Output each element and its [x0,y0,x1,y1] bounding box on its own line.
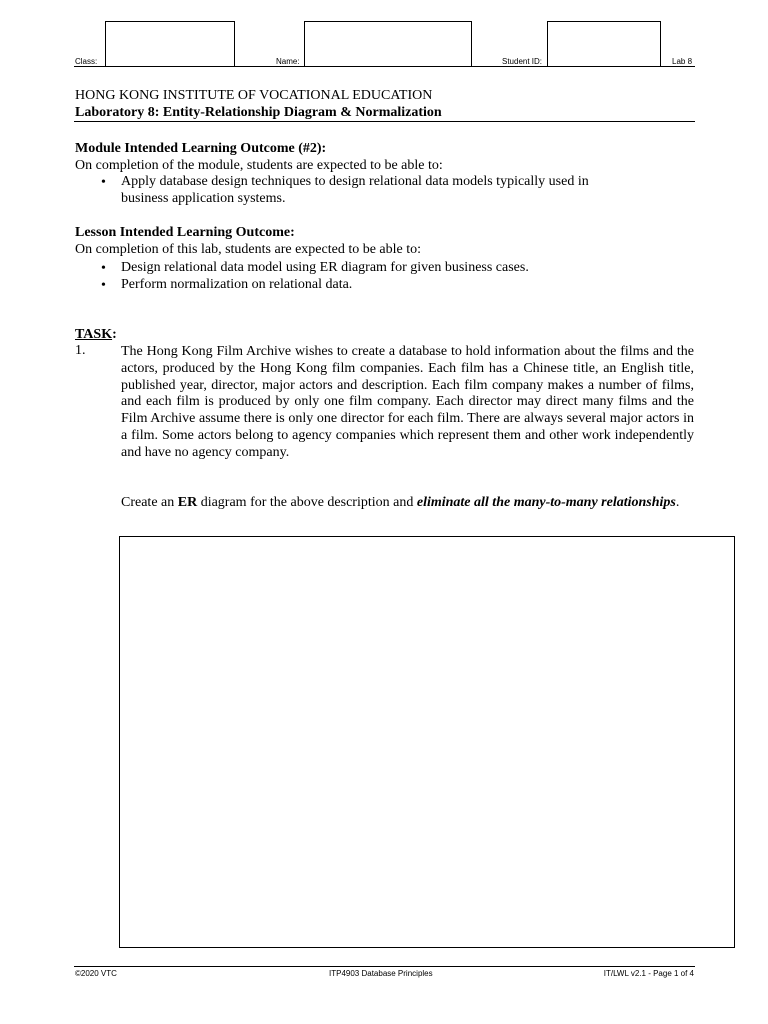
lesson-outcome-intro: On completion of this lab, students are expected to be able to: [75,242,422,257]
header-rule [74,66,695,67]
task-instruction: Create an ER diagram for the above description and eliminate all the many-to-many relationships. [121,495,680,510]
bullet-icon: • [101,278,106,293]
lab-title: Laboratory 8: Entity-Relationship Diagram & Normalization [75,105,442,120]
task-heading: TASK: [75,327,117,342]
lab-label: Lab 8 [672,57,693,66]
student-id-field[interactable] [547,21,661,67]
footer-copyright: ©2020 VTC [75,969,117,978]
footer-page: IT/LWL v2.1 - Page 1 of 4 [603,969,694,978]
lesson-outcome-item: Perform normalization on relational data. [121,277,353,292]
module-outcome-intro: On completion of the module, students are expected to be able to: [75,158,443,173]
er-diagram-answer-box[interactable] [119,536,735,948]
footer-rule [74,966,695,967]
bullet-icon: • [101,261,106,276]
module-outcome-item: Apply database design techniques to design relational data models typically used in business application systems. [121,174,589,206]
institute-title: HONG KONG INSTITUTE OF VOCATIONAL EDUCATION [75,88,433,103]
lesson-outcome-item: Design relational data model using ER diagram for given business cases. [121,260,529,275]
footer-course: ITP4903 Database Principles [329,969,433,978]
lesson-outcome-heading: Lesson Intended Learning Outcome: [75,225,295,240]
module-outcome-heading: Module Intended Learning Outcome (#2): [75,141,327,156]
task-number: 1. [75,343,86,358]
student-id-label: Student ID: [502,57,543,66]
title-rule [74,121,695,122]
name-field[interactable] [304,21,472,67]
name-label: Name: [276,57,300,66]
bullet-icon: • [101,175,106,190]
class-field[interactable] [105,21,235,67]
task-description: The Hong Kong Film Archive wishes to create a database to hold information about the films and the actors, produced by the Hong Kong film companies. Each film has a Chinese title, an English title, published year, director, major actors and description. Each film company makes a number of films, and each film is produced by only one film company. Each director may direct many films and the Film Archive assume there is only one director for each film. There are always several major actors in a film. Some actors belong to agency companies which represent them and other work independently and have no agency company. [121,344,694,460]
class-label: Class: [75,57,98,66]
